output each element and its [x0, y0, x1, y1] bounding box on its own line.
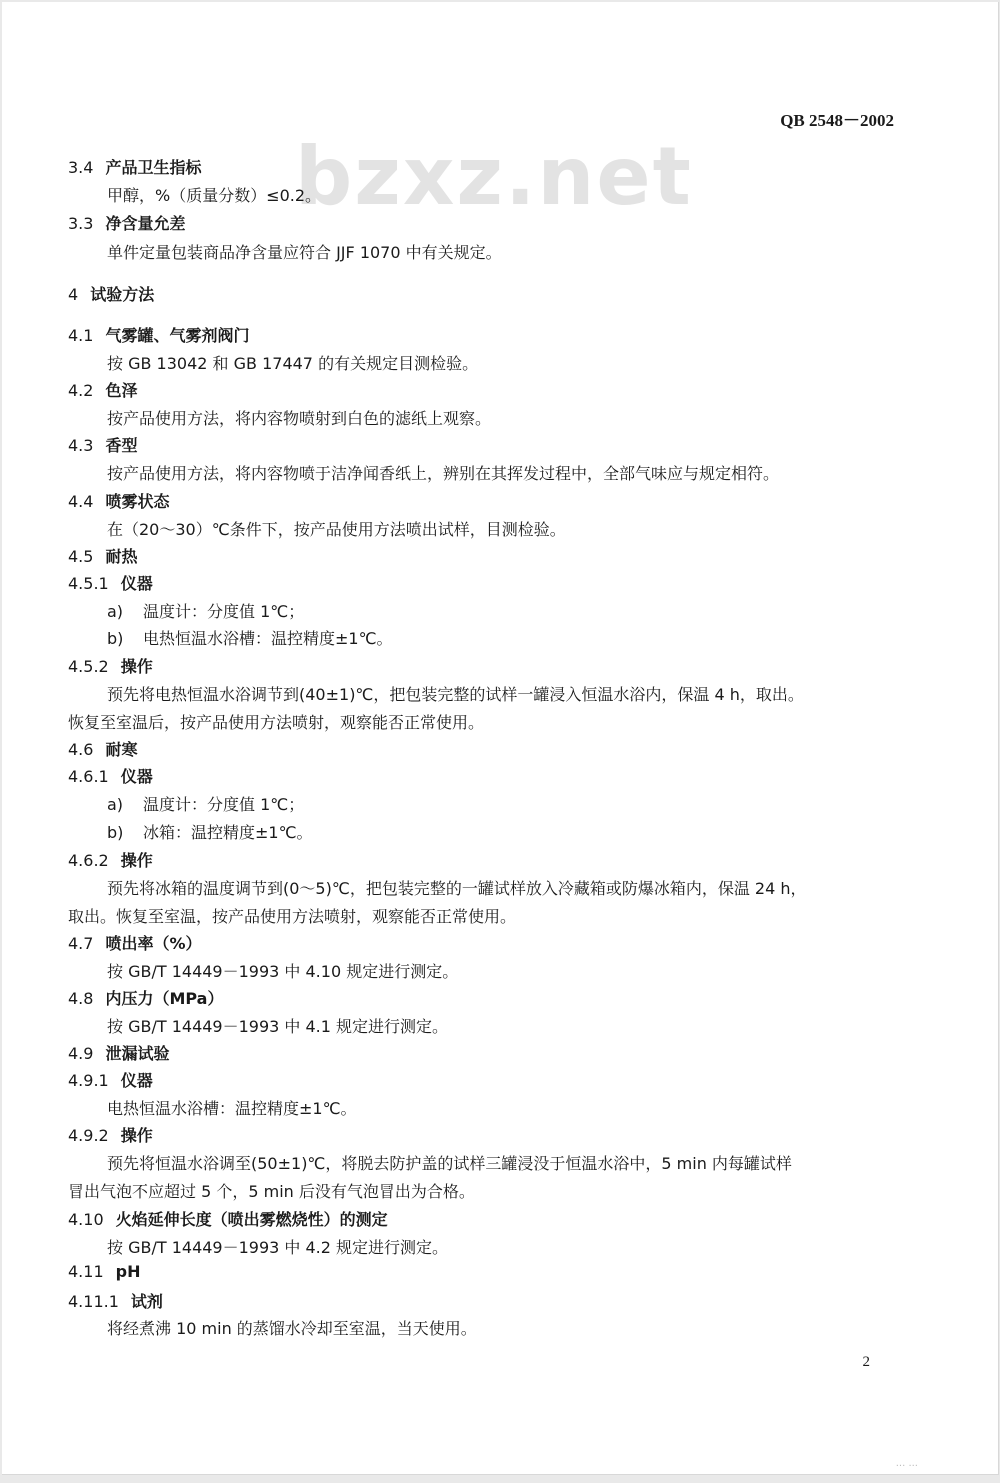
section-heading-4-11	[68, 1262, 140, 1281]
list-marker: b)	[107, 629, 124, 648]
section-title: 仪器	[120, 574, 153, 593]
section-number: 4.6.1	[68, 767, 109, 786]
paragraph-4-9-2-line-2: 冒出气泡不应超过 5 个，5 min 后没有气泡冒出为合格。	[68, 1182, 475, 1201]
section-number: 4.11.1	[68, 1292, 119, 1311]
section-heading-4-4	[68, 489, 169, 512]
section-title: 试验方法	[90, 285, 155, 304]
section-number: 4.3	[68, 436, 94, 455]
paragraph-4-6-2-line-2: 取出。恢复至室温，按产品使用方法喷射，观察能否正常使用。	[68, 907, 517, 926]
list-item-4-6-1-a	[107, 792, 304, 815]
list-item-4-5-1-a	[107, 599, 304, 622]
section-heading-4-5-1	[68, 571, 153, 594]
section-title: 色泽	[105, 381, 138, 400]
section-heading-4	[68, 282, 154, 305]
section-title: 耐热	[105, 547, 138, 566]
section-number: 4	[68, 285, 79, 304]
section-number: 4.6	[68, 740, 94, 759]
paragraph-4-10: 按 GB/T 14449－1993 中 4.2 规定进行测定。	[107, 1238, 449, 1257]
section-heading-4-5-2	[68, 654, 153, 677]
document-code: QB 2548－2002	[780, 111, 894, 130]
section-title: 净含量允差	[105, 214, 186, 233]
section-title: 气雾罐、气雾剂阀门	[105, 326, 250, 345]
list-marker: a)	[107, 602, 124, 621]
section-heading-4-5	[68, 544, 137, 567]
list-item-text: 温度计：分度值 1℃；	[143, 602, 305, 621]
section-heading-4-8	[68, 986, 223, 1009]
section-title: pH	[115, 1262, 141, 1281]
section-heading-4-10	[68, 1207, 388, 1230]
section-heading-4-3	[68, 433, 137, 456]
section-title: 产品卫生指标	[105, 158, 202, 177]
list-item-text: 电热恒温水浴槽：温控精度±1℃。	[143, 629, 393, 648]
section-number: 4.5.2	[68, 657, 109, 676]
paragraph-4-7: 按 GB/T 14449－1993 中 4.10 规定进行测定。	[107, 962, 459, 981]
section-number: 4.9.1	[68, 1071, 109, 1090]
section-heading-4-11-1	[68, 1289, 163, 1312]
section-title: 仪器	[120, 767, 153, 786]
list-item-4-5-1-b	[107, 626, 393, 649]
paragraph-4-11-1: 将经煮沸 10 min 的蒸馏水冷却至室温，当天使用。	[107, 1319, 477, 1338]
section-title: 香型	[105, 436, 138, 455]
section-heading-3-4	[68, 155, 201, 178]
section-number: 4.10	[68, 1210, 104, 1229]
section-heading-4-1	[68, 323, 249, 346]
section-number: 4.2	[68, 381, 94, 400]
section-number: 3.4	[68, 158, 94, 177]
list-item-text: 温度计：分度值 1℃；	[143, 795, 305, 814]
page-number: 2	[862, 1354, 870, 1370]
list-item-4-6-1-b	[107, 820, 313, 843]
section-number: 4.7	[68, 934, 94, 953]
corner-mark: ··· ···	[895, 1461, 918, 1472]
paragraph-4-9-1: 电热恒温水浴槽：温控精度±1℃。	[107, 1099, 357, 1118]
watermark: bzxz.net	[295, 130, 693, 223]
paragraph-4-3: 按产品使用方法，将内容物喷于洁净闻香纸上，辨别在其挥发过程中，全部气味应与规定相符。	[107, 464, 780, 483]
section-title: 耐寒	[105, 740, 138, 759]
paragraph-4-1: 按 GB 13042 和 GB 17447 的有关规定目测检验。	[107, 354, 479, 373]
list-item-text: 冰箱：温控精度±1℃。	[143, 823, 313, 842]
section-heading-4-6-2	[68, 848, 153, 871]
paragraph-4-5-2-line-1: 预先将电热恒温水浴调节到(40±1)℃，把包装完整的试样一罐浸入恒温水浴内，保温 4 h，取出。	[107, 685, 804, 704]
section-title: 操作	[120, 657, 153, 676]
section-heading-4-9-1	[68, 1068, 153, 1091]
section-heading-4-9-2	[68, 1123, 153, 1146]
section-title: 操作	[120, 851, 153, 870]
section-number: 3.3	[68, 214, 94, 233]
list-marker: b)	[107, 823, 124, 842]
document-page	[2, 2, 999, 1475]
paragraph-4-5-2-line-2: 恢复至室温后，按产品使用方法喷射，观察能否正常使用。	[68, 713, 485, 732]
section-title: 仪器	[120, 1071, 153, 1090]
section-number: 4.9	[68, 1044, 94, 1063]
paragraph-4-2: 按产品使用方法，将内容物喷射到白色的滤纸上观察。	[107, 409, 492, 428]
section-title: 火焰延伸长度（喷出雾燃烧性）的测定	[115, 1210, 388, 1229]
paragraph-4-6-2-line-1: 预先将冰箱的温度调节到(0～5)℃，把包装完整的一罐试样放入冷藏箱或防爆冰箱内，保温 24 h，	[107, 879, 807, 898]
section-heading-4-7	[68, 931, 202, 954]
section-number: 4.5.1	[68, 574, 109, 593]
section-number: 4.9.2	[68, 1126, 109, 1145]
section-title: 喷出率（%）	[105, 934, 202, 953]
section-number: 4.11	[68, 1262, 104, 1281]
section-title: 内压力（MPa）	[105, 989, 224, 1008]
section-title: 喷雾状态	[105, 492, 170, 511]
paragraph-4-8: 按 GB/T 14449－1993 中 4.1 规定进行测定。	[107, 1017, 449, 1036]
section-heading-4-6	[68, 737, 137, 760]
section-number: 4.8	[68, 989, 94, 1008]
paragraph-3-4: 甲醇，%（质量分数）≤0.2。	[107, 186, 322, 205]
section-number: 4.4	[68, 492, 94, 511]
section-number: 4.6.2	[68, 851, 109, 870]
section-title: 试剂	[130, 1292, 163, 1311]
section-title: 操作	[120, 1126, 153, 1145]
section-heading-4-9	[68, 1041, 169, 1064]
section-number: 4.1	[68, 326, 94, 345]
paragraph-4-9-2-line-1: 预先将恒温水浴调至(50±1)℃，将脱去防护盖的试样三罐浸没于恒温水浴中，5 min 内每罐试样	[107, 1154, 792, 1173]
paragraph-3-3: 单件定量包装商品净含量应符合 JJF 1070 中有关规定。	[107, 243, 502, 262]
section-heading-4-2	[68, 378, 137, 401]
section-title: 泄漏试验	[105, 1044, 170, 1063]
paragraph-4-4: 在（20～30）℃条件下，按产品使用方法喷出试样，目测检验。	[107, 520, 566, 539]
list-marker: a)	[107, 795, 124, 814]
section-number: 4.5	[68, 547, 94, 566]
section-heading-4-6-1	[68, 764, 153, 787]
section-heading-3-3	[68, 211, 185, 234]
